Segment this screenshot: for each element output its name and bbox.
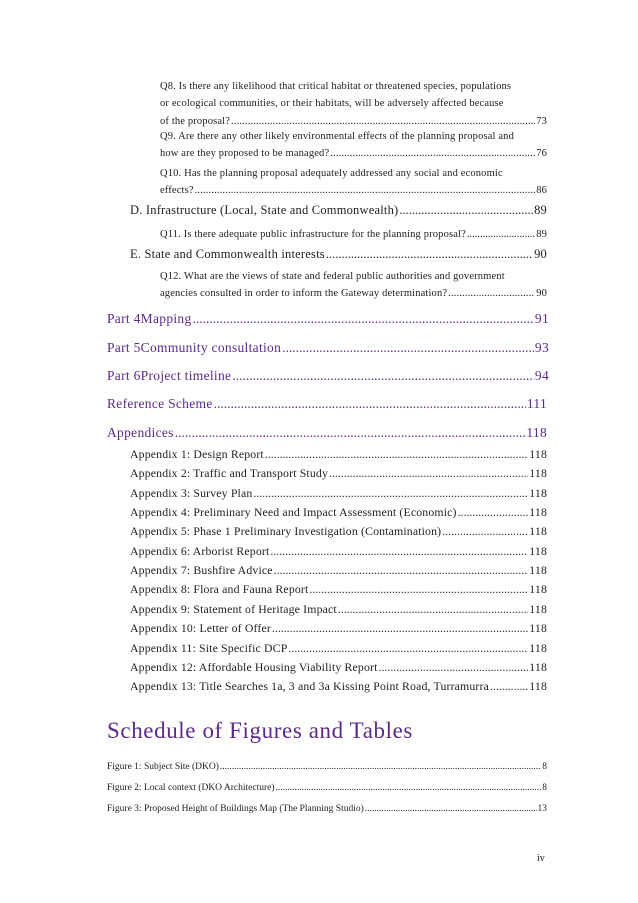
figure-entry[interactable]: [107, 762, 547, 772]
appendix-entry[interactable]: [130, 466, 547, 481]
page-ref: 91: [534, 311, 549, 326]
page-ref: 118: [529, 543, 547, 558]
toc-label: Appendix 7: Bushfire Advice: [130, 563, 273, 578]
leader-dots: [276, 783, 542, 793]
toc-line: how are they proposed to be managed?: [160, 148, 330, 160]
toc-entry-section-d[interactable]: [130, 203, 547, 218]
leader-dots: [214, 396, 526, 412]
toc-line: Q12. What are the views of state and federal public authorities and government: [160, 271, 505, 282]
appendix-entry[interactable]: [130, 486, 547, 501]
toc-label: Appendix 9: Statement of Heritage Impact: [130, 601, 337, 616]
toc-label: Mapping: [140, 311, 192, 326]
toc-label: Appendix 5: Phase 1 Preliminary Investigation (Contamination): [130, 524, 442, 539]
page-ref: 118: [529, 563, 547, 578]
toc-line: Q8. Is there any likelihood that critical habitat or threatened species, populations: [160, 81, 512, 92]
toc-label: Appendices: [107, 425, 174, 440]
page-ref: 118: [526, 425, 547, 440]
toc-label: Appendix 11: Site Specific DCP: [130, 640, 288, 655]
toc-label: Figure 1: Subject Site (DKO): [107, 762, 219, 772]
page-ref: 118: [529, 505, 547, 520]
leader-dots: [270, 544, 528, 559]
leader-dots: [232, 368, 534, 384]
toc-entry-section-e[interactable]: [130, 247, 547, 262]
leader-dots: [253, 486, 528, 501]
toc-entry-part-4[interactable]: [107, 311, 549, 327]
page-ref: 118: [529, 447, 547, 461]
leader-dots: [329, 466, 528, 481]
toc-label: Figure 2: Local context (DKO Architecture): [107, 783, 275, 793]
appendix-entry[interactable]: [130, 641, 547, 656]
toc-label: Appendix 1: Design Report: [130, 447, 264, 461]
toc-label: Community consultation: [140, 340, 282, 355]
leader-dots: [195, 182, 536, 199]
figure-entry[interactable]: [107, 783, 547, 793]
page-ref: 73: [536, 115, 547, 127]
appendix-entry[interactable]: [130, 447, 547, 462]
toc-label: Appendix 12: Affordable Housing Viability Report: [130, 659, 378, 674]
page-ref: 118: [529, 524, 547, 539]
appendix-entry[interactable]: [130, 563, 547, 578]
leader-dots: [265, 447, 528, 462]
appendix-entry[interactable]: [130, 582, 547, 597]
leader-dots: [442, 524, 528, 539]
toc-label: Appendix 2: Traffic and Transport Study: [130, 466, 328, 481]
appendix-entry[interactable]: [130, 524, 547, 539]
schedule-heading: Schedule of Figures and Tables: [107, 718, 413, 743]
leader-dots: [309, 582, 528, 597]
part-number: Part 6: [107, 368, 141, 383]
leader-dots: [379, 660, 529, 675]
toc-label: Appendix 8: Flora and Fauna Report: [130, 582, 309, 597]
toc-line: Q10. Has the planning proposal adequately addressed any social and economic: [160, 168, 503, 179]
toc-entry-part-6[interactable]: [107, 368, 549, 384]
part-number: Part 5: [107, 340, 141, 355]
leader-dots: [193, 311, 534, 327]
page-ref: 118: [529, 679, 547, 694]
appendix-entry[interactable]: [130, 621, 547, 636]
toc-label: Appendix 4: Preliminary Need and Impact Assessment (Economic): [130, 505, 457, 520]
figure-entry[interactable]: [107, 804, 547, 814]
toc-label: Appendix 6: Arborist Report: [130, 543, 270, 558]
leader-dots: [175, 425, 526, 441]
leader-dots: [282, 340, 534, 356]
toc-label: Q11. Is there adequate public infrastructure for the planning proposal?: [160, 229, 466, 240]
toc-entry-q9[interactable]: [160, 128, 547, 163]
page-number: iv: [537, 853, 545, 864]
page-ref: 118: [529, 640, 547, 655]
page-ref: 118: [529, 659, 547, 674]
leader-dots: [399, 203, 533, 218]
toc-label: Appendix 13: Title Searches 1a, 3 and 3a Kissing Point Road, Turramurra: [130, 679, 489, 694]
page-ref: 90: [534, 247, 547, 261]
appendix-entry[interactable]: [130, 679, 547, 694]
leader-dots: [326, 247, 533, 262]
leader-dots: [448, 285, 535, 302]
appendix-entry[interactable]: [130, 544, 547, 559]
appendix-entry[interactable]: [130, 660, 547, 675]
page-ref: 118: [529, 485, 547, 500]
toc-label: E. State and Commonwealth interests: [130, 247, 325, 261]
toc-entry-appendices[interactable]: [107, 425, 547, 441]
toc-entry-q8[interactable]: [160, 78, 547, 130]
leader-dots: [365, 804, 537, 814]
toc-label: Project timeline: [140, 368, 232, 383]
toc-entry-q10[interactable]: [160, 165, 547, 200]
page-ref: 90: [536, 288, 547, 300]
toc-line: agencies consulted in order to inform the Gateway determination?: [160, 288, 448, 300]
toc-label: Appendix 10: Letter of Offer: [130, 621, 271, 636]
leader-dots: [330, 145, 535, 162]
page-ref: 89: [534, 203, 547, 217]
appendix-entry[interactable]: [130, 602, 547, 617]
toc-line: Q9. Are there any other likely environmental effects of the planning proposal and: [160, 131, 514, 142]
toc-line: effects?: [160, 185, 194, 197]
leader-dots: [338, 602, 528, 617]
part-number: Part 4: [107, 311, 141, 326]
toc-entry-q12[interactable]: [160, 268, 547, 303]
page-ref: 13: [537, 804, 547, 814]
toc-entry-q11[interactable]: [160, 226, 547, 243]
page-ref: 94: [534, 368, 549, 383]
leader-dots: [272, 621, 528, 636]
leader-dots: [220, 762, 541, 772]
page-ref: 76: [536, 148, 547, 160]
page-ref: 118: [529, 466, 547, 481]
page-ref: 89: [536, 229, 547, 240]
toc-label: Appendix 3: Survey Plan: [130, 485, 253, 500]
toc-label: D. Infrastructure (Local, State and Commonwealth): [130, 203, 399, 217]
page-ref: 118: [529, 601, 547, 616]
toc-line: or ecological communities, or their habitats, will be adversely affected because: [160, 98, 504, 110]
toc-label: Reference Scheme: [107, 396, 213, 411]
toc-line: of the proposal?: [160, 115, 231, 127]
page-ref: 118: [529, 582, 547, 597]
appendix-entry[interactable]: [130, 505, 547, 520]
toc-entry-reference-scheme[interactable]: [107, 396, 547, 412]
leader-dots: [274, 563, 529, 578]
toc-entry-part-5[interactable]: [107, 340, 549, 356]
page-ref: 118: [529, 621, 547, 636]
leader-dots: [458, 505, 529, 520]
leader-dots: [490, 679, 528, 694]
leader-dots: [288, 641, 528, 656]
page-ref: 86: [536, 185, 547, 197]
leader-dots: [467, 226, 535, 243]
page-ref: 111: [526, 396, 547, 411]
page-ref: 8: [542, 783, 547, 793]
toc-label: Figure 3: Proposed Height of Buildings Map (The Planning Studio): [107, 804, 364, 814]
page-ref: 93: [534, 340, 549, 355]
page-ref: 8: [542, 762, 547, 772]
